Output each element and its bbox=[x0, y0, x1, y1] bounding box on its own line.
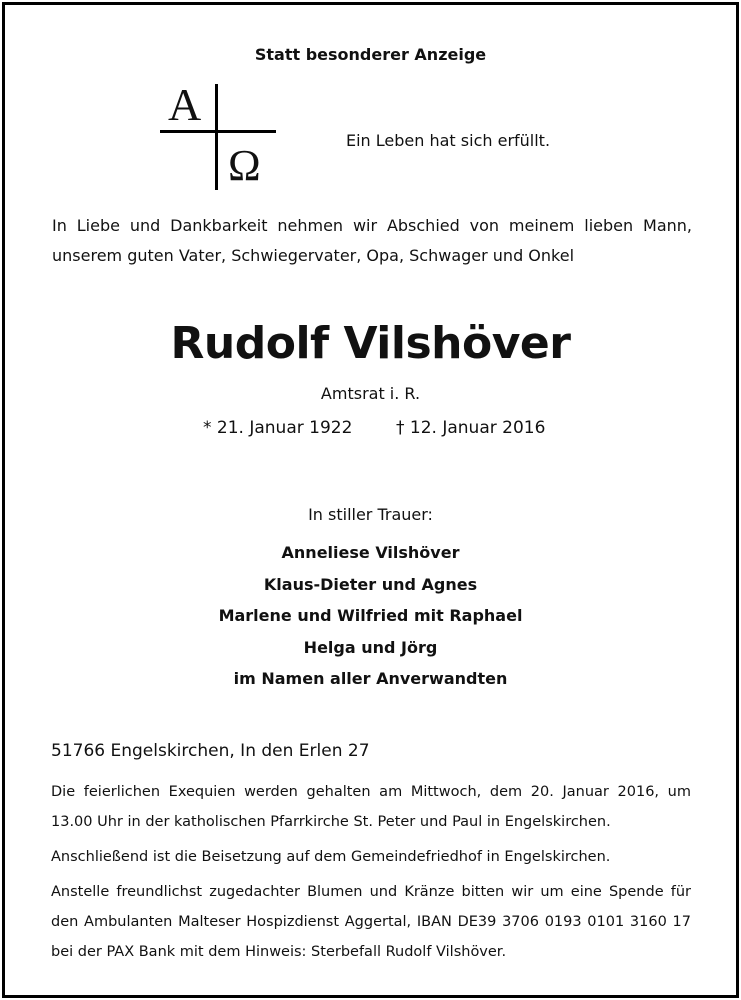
address: 51766 Engelskirchen, In den Erlen 27 bbox=[51, 741, 370, 761]
funeral-details bbox=[51, 777, 691, 967]
alpha-omega-cross-icon bbox=[160, 79, 276, 190]
alpha-letter: A bbox=[168, 79, 202, 130]
cross-vertical-bar bbox=[215, 84, 218, 190]
intro-text bbox=[52, 211, 692, 271]
mourners-list bbox=[0, 537, 741, 695]
birth-date: * 21. Januar 1922 bbox=[203, 418, 353, 438]
burial-paragraph: Anschließend ist die Beisetzung auf dem Gemeindefriedhof in Engelskirchen. bbox=[51, 849, 611, 865]
intro-line-2: unserem guten Vater, Schwiegervater, Opa, Schwager und Onkel bbox=[52, 246, 575, 265]
mourner-name: Anneliese Vilshöver bbox=[281, 543, 460, 562]
mourner-name: Helga und Jörg bbox=[303, 637, 438, 657]
deceased-name: Rudolf Vilshöver bbox=[170, 318, 571, 369]
deceased-title: Amtsrat i. R. bbox=[320, 384, 421, 403]
mourner-name: Marlene und Wilfried mit Raphael bbox=[218, 606, 523, 625]
intro-line-1: In Liebe und Dankbarkeit nehmen wir Abschied von meinem lieben Mann, bbox=[52, 216, 692, 235]
cross-horizontal-bar bbox=[160, 130, 276, 133]
motto: Ein Leben hat sich erfüllt. bbox=[346, 131, 551, 150]
header-notice: Statt besonderer Anzeige bbox=[254, 45, 487, 64]
mourner-name: im Namen aller Anverwandten bbox=[233, 669, 508, 688]
donation-paragraph: Anstelle freundlichst zugedachter Blumen und Kränze bitten wir um eine Spende für den Ambulanten Malteser Hospizdienst Aggertal, IBAN DE39 3706 0193 0101 3160 17 bei der PAX Bank mit dem Hinweis: Sterbefall Rudolf Vilshöver. bbox=[51, 884, 691, 960]
death-date: † 12. Januar 2016 bbox=[396, 418, 546, 438]
mourner-name: Klaus-Dieter und Agnes bbox=[263, 574, 478, 594]
mourning-label: In stiller Trauer: bbox=[308, 505, 433, 524]
omega-letter: Ω bbox=[228, 141, 261, 190]
exequien-paragraph: Die feierlichen Exequien werden gehalten am Mittwoch, dem 20. Januar 2016, um 13.00 Uhr in der katholischen Pfarrkirche St. Peter und Paul in Engelskirchen. bbox=[51, 784, 691, 830]
